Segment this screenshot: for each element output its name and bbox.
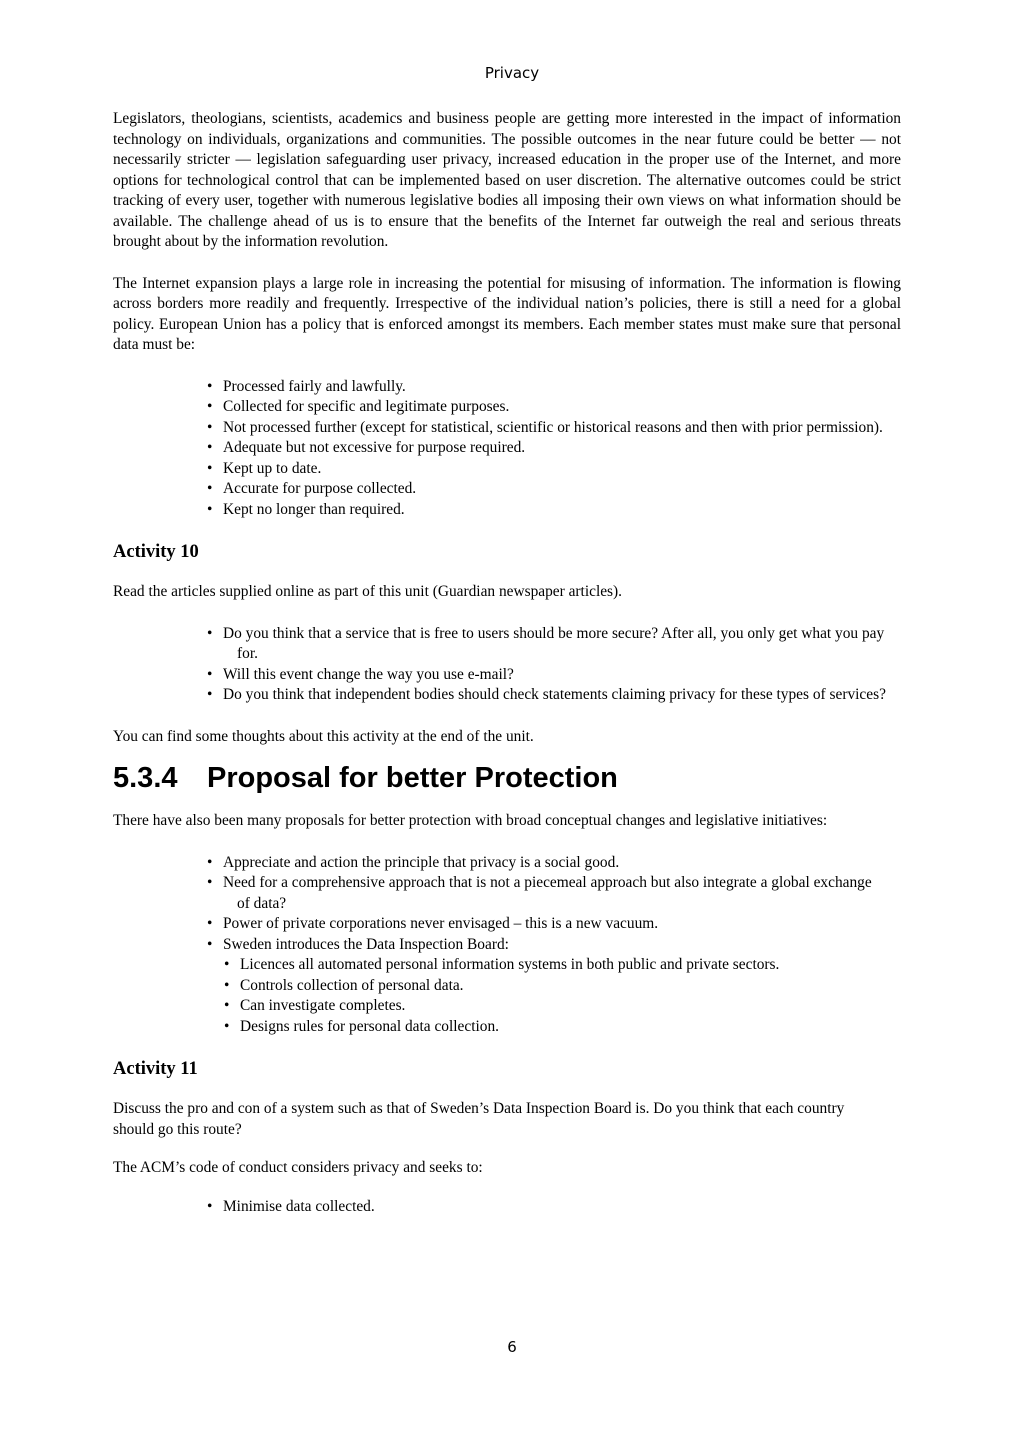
acm-list bbox=[207, 1197, 901, 1218]
list-item: • Designs rules for personal data collection. bbox=[207, 1017, 887, 1038]
list-item: • Kept up to date. bbox=[207, 459, 901, 480]
list-item: • Do you think that independent bodies should check statements claiming privacy for these types of services? bbox=[207, 685, 907, 706]
activity-11-heading: Activity 11 bbox=[113, 1059, 198, 1079]
proposals-list bbox=[207, 853, 887, 1038]
section-intro: There have also been many proposals for better protection with broad conceptual changes and legislative initiatives: bbox=[113, 812, 828, 829]
list-item: • Can investigate completes. bbox=[207, 996, 887, 1017]
list-item: • Not processed further (except for statistical, scientific or historical reasons and then with prior permission). bbox=[207, 418, 901, 439]
list-item: • Processed fairly and lawfully. bbox=[207, 377, 901, 398]
section-number: 5.3.4 bbox=[113, 762, 178, 794]
list-item: • Accurate for purpose collected. bbox=[207, 479, 901, 500]
list-item: • Sweden introduces the Data Inspection Board: • Licences all automated personal information systems in both public and private sectors. • Controls collection of personal data. • Can investigate completes. • Designs rules for personal data collection. bbox=[207, 935, 887, 1038]
eu-data-principles-list bbox=[207, 377, 901, 521]
section-heading bbox=[113, 761, 901, 795]
list-item: • Appreciate and action the principle that privacy is a social good. bbox=[207, 853, 887, 874]
acm-intro: The ACM’s code of conduct considers privacy and seeks to: bbox=[113, 1159, 483, 1176]
list-item: • Minimise data collected. bbox=[207, 1197, 901, 1218]
running-header: Privacy bbox=[484, 64, 540, 82]
list-item: • Power of private corporations never envisaged – this is a new vacuum. bbox=[207, 914, 887, 935]
list-item: • Collected for specific and legitimate purposes. bbox=[207, 397, 901, 418]
list-item: • Will this event change the way you use e-mail? bbox=[207, 665, 907, 686]
list-item: • Do you think that a service that is free to users should be more secure? After all, you only get what you pay for. bbox=[207, 624, 907, 665]
section-title: Proposal for better Protection bbox=[207, 762, 618, 794]
paragraph-intro: Legislators, theologians, scientists, academics and business people are getting more interested in the impact of information technology on individuals, organizations and communities. The possible outcomes in the near future could be better — not necessarily stricter — legislation safeguarding user privacy, increased education in the proper use of the Internet, and more options for technological control that can be implemented based on user discretion. The alternative outcomes could be strict tracking of every user, together with numerous legislative bodies all imposing their own views on what information should be available. The challenge ahead of us is to ensure that the benefits of the Internet far outweigh the real and serious threats brought about by the information revolution. bbox=[113, 110, 901, 250]
list-item: • Controls collection of personal data. bbox=[207, 976, 887, 997]
activity-10-heading: Activity 10 bbox=[113, 542, 199, 562]
activity-10-questions bbox=[207, 624, 907, 706]
sweden-board-sublist bbox=[207, 955, 887, 1037]
list-item: • Adequate but not excessive for purpose required. bbox=[207, 438, 901, 459]
activity-10-intro: Read the articles supplied online as part of this unit (Guardian newspaper articles). bbox=[113, 583, 623, 600]
page-number: 6 bbox=[507, 1338, 517, 1356]
page-content bbox=[113, 109, 901, 1217]
activity-11-text: Discuss the pro and con of a system such as that of Sweden’s Data Inspection Board is. Do you think that each country should go this route? bbox=[113, 1100, 845, 1138]
list-item: • Licences all automated personal information systems in both public and private sectors. bbox=[207, 955, 887, 976]
list-item: • Need for a comprehensive approach that is not a piecemeal approach but also integrate a global exchange of data? bbox=[207, 873, 887, 914]
paragraph-internet-expansion: The Internet expansion plays a large role in increasing the potential for misusing of information. The information is flowing across borders more readily and frequently. Irrespective of the individual nation’s policies, there is still a need for a global policy. European Union has a policy that is enforced amongst its members. Each member states must make sure that personal data must be: bbox=[113, 274, 901, 353]
list-item: • Kept no longer than required. bbox=[207, 500, 901, 521]
activity-10-note: You can find some thoughts about this activity at the end of the unit. bbox=[113, 727, 534, 745]
